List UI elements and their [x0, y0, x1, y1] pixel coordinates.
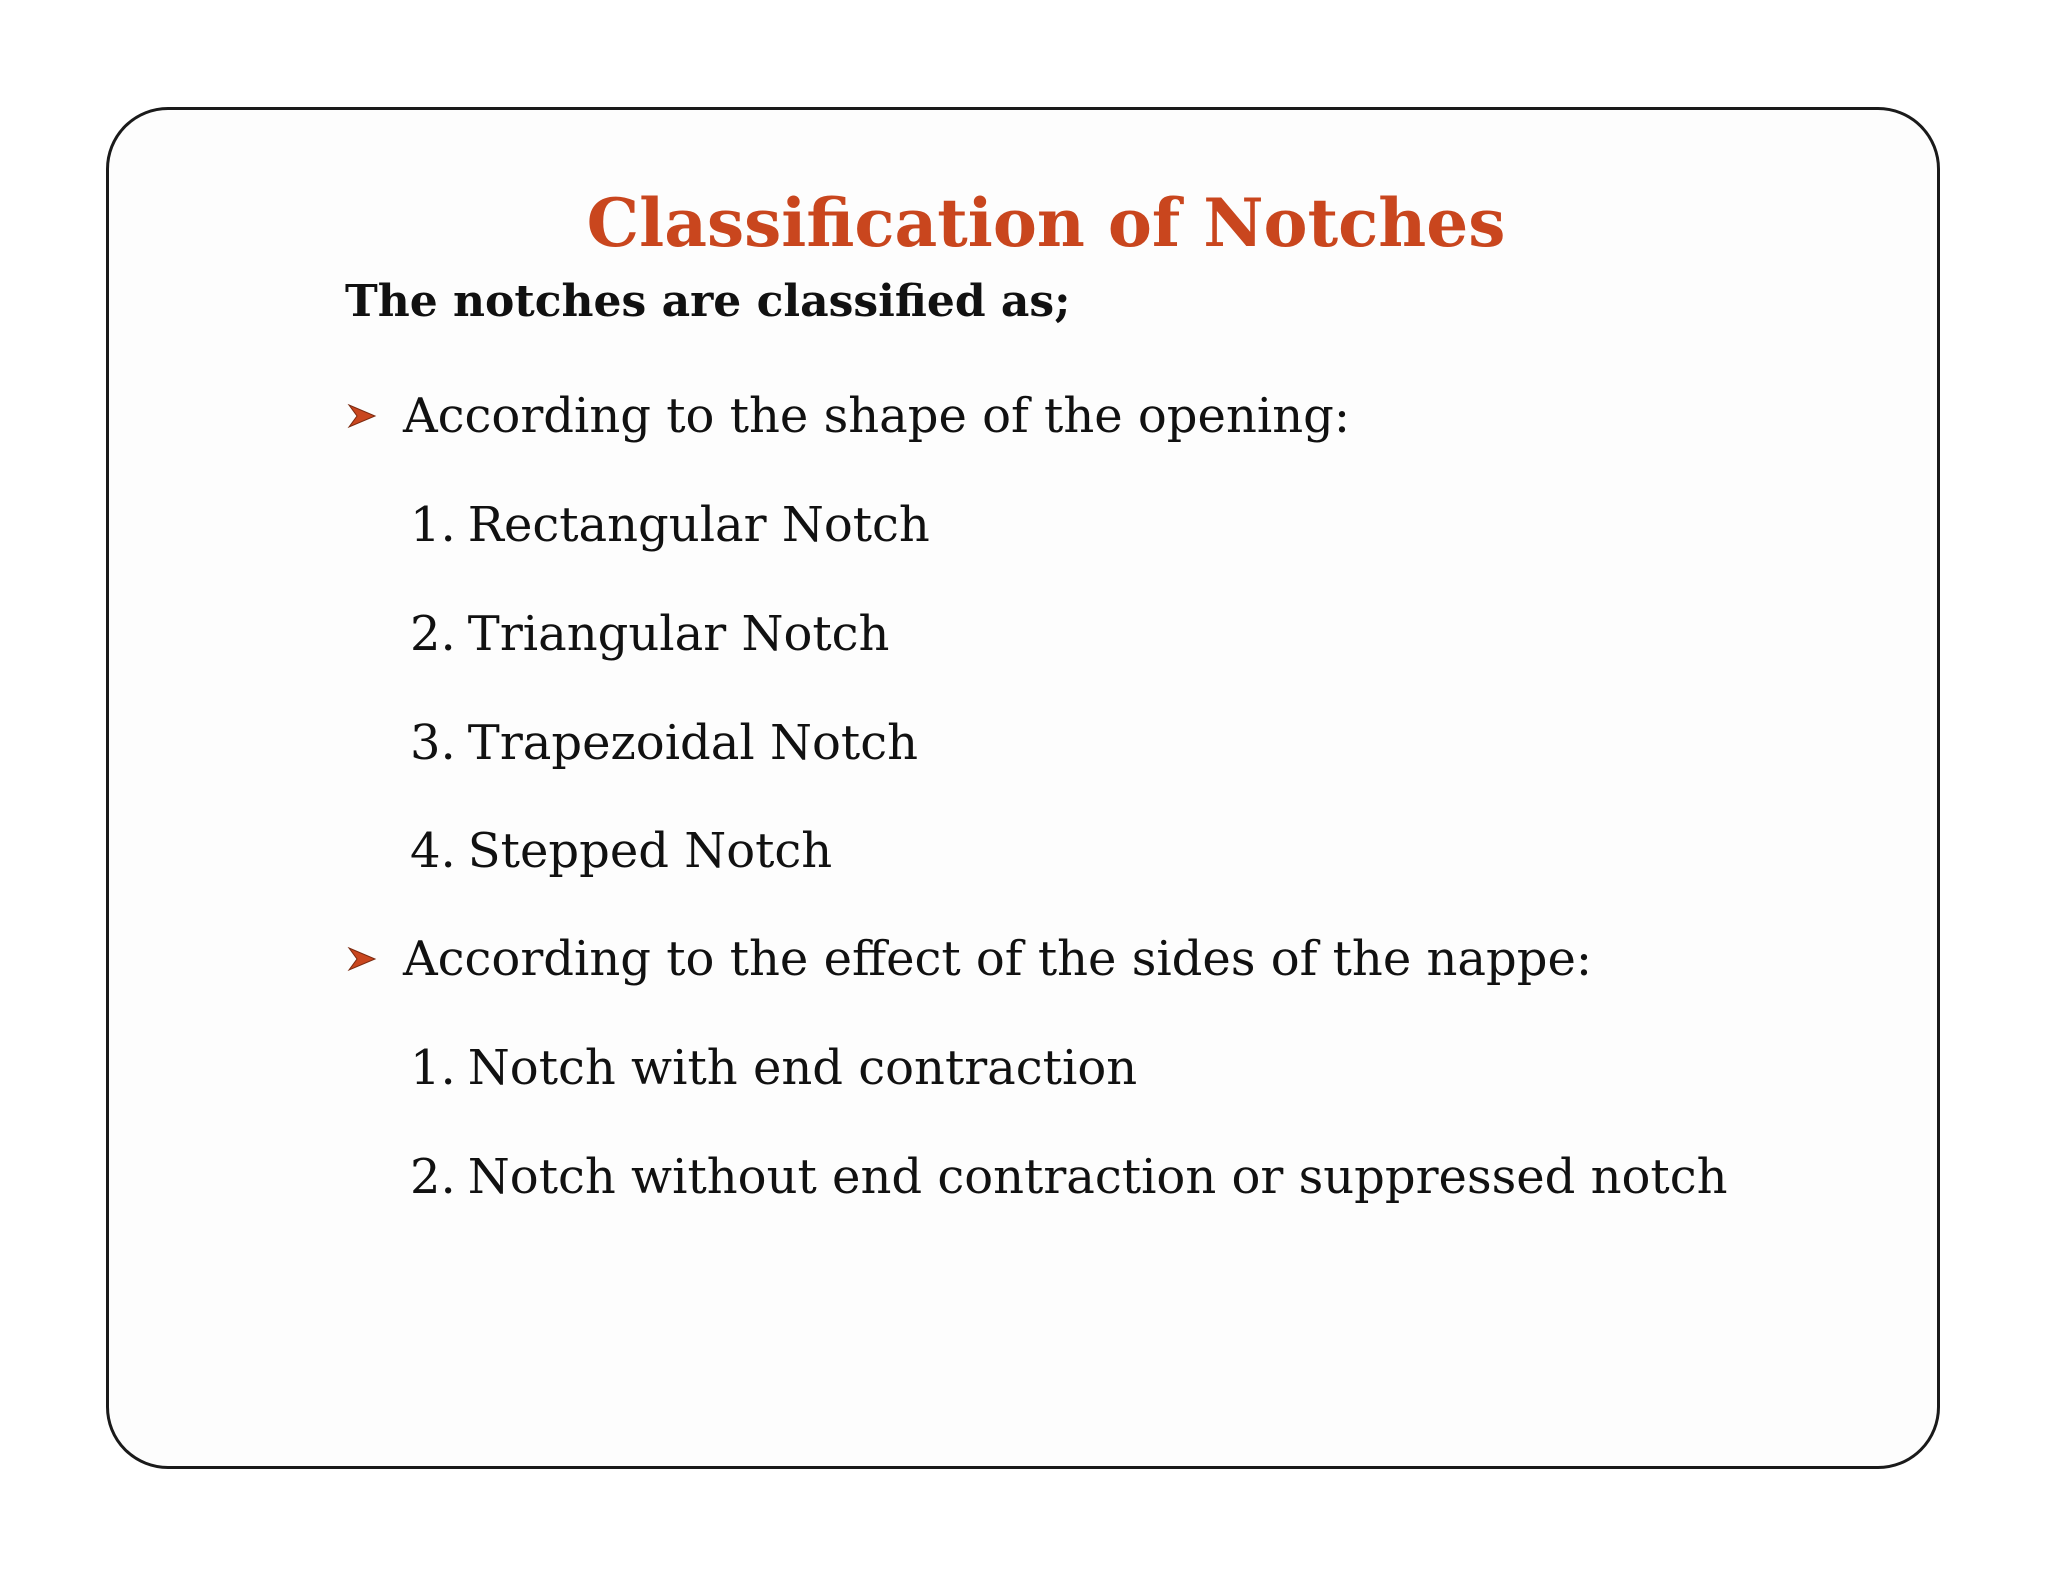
list-item-number: 4.: [410, 823, 456, 879]
list-item: [410, 818, 832, 884]
list-item-number: 1.: [410, 497, 456, 553]
list-item-label: Stepped Notch: [467, 823, 833, 879]
slide-intro: The notches are classified as;: [345, 276, 1071, 327]
arrow-bullet-icon: [345, 926, 385, 992]
section-heading-text: According to the shape of the opening:: [403, 388, 1351, 444]
slide-title: Classification of Notches: [586, 184, 1506, 262]
list-item-label: Notch without end contraction or suppressed notch: [467, 1149, 1728, 1205]
list-item-number: 2.: [410, 606, 456, 662]
list-item-number: 1.: [410, 1040, 456, 1096]
list-item: [410, 492, 930, 558]
list-item: [410, 1035, 1137, 1101]
arrow-bullet-icon: [345, 383, 385, 449]
list-item: [410, 710, 918, 776]
list-item-label: Notch with end contraction: [467, 1040, 1138, 1096]
list-item-label: Triangular Notch: [467, 606, 890, 662]
section-heading-text: According to the effect of the sides of the nappe:: [403, 931, 1593, 987]
list-item-label: Trapezoidal Notch: [467, 715, 918, 771]
list-item-label: Rectangular Notch: [467, 497, 930, 553]
list-item-number: 2.: [410, 1149, 456, 1205]
list-item: [410, 1144, 1728, 1210]
list-item-number: 3.: [410, 715, 456, 771]
list-item: [410, 601, 889, 667]
